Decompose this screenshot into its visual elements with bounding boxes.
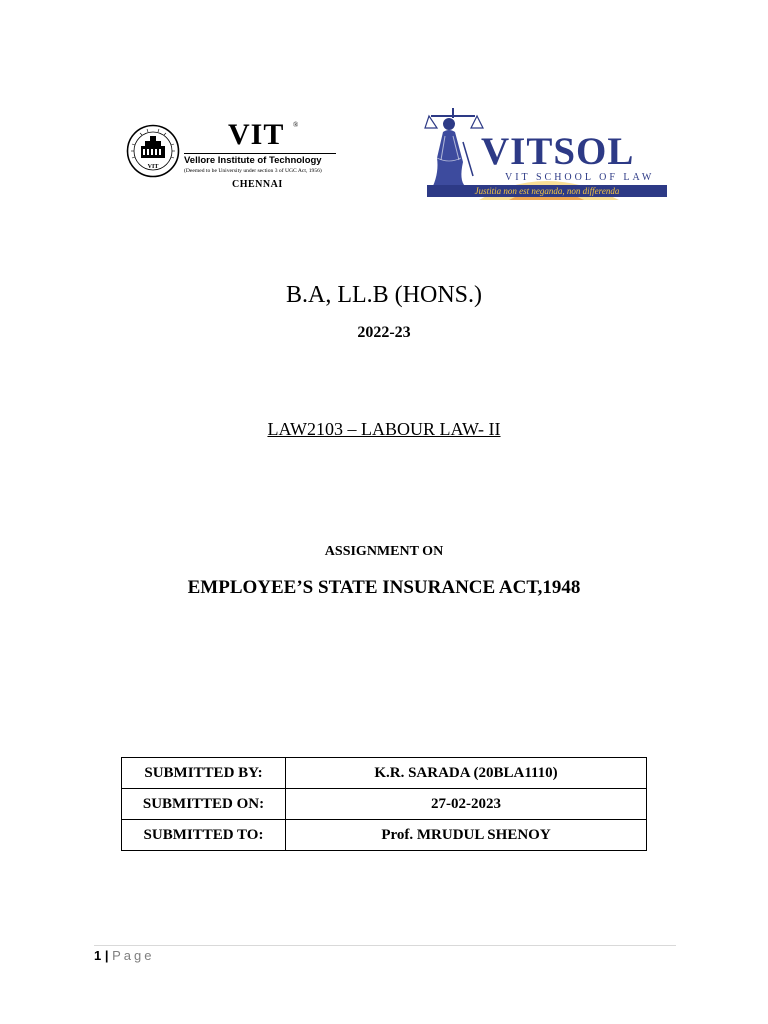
course-title: B.A, LL.B (HONS.): [286, 282, 482, 308]
page-footer: [94, 948, 155, 964]
vitsol-subtitle: VIT SCHOOL OF LAW: [505, 172, 655, 183]
vit-city: CHENNAI: [232, 179, 283, 190]
page-label: Page: [112, 948, 155, 963]
subject-title: [0, 418, 768, 440]
svg-text:VIT: VIT: [147, 164, 159, 170]
vit-divider: [184, 153, 336, 154]
row-value: K.R. SARADA (20BLA1110): [286, 758, 647, 789]
vit-logo: [126, 118, 341, 194]
vit-name: VIT: [228, 118, 285, 151]
table-row: [122, 820, 647, 851]
academic-year: 2022-23: [357, 324, 411, 341]
footer-divider: [94, 945, 676, 946]
vitsol-logo: [419, 102, 671, 200]
vit-full-name: Vellore Institute of Technology: [184, 155, 322, 166]
row-value: Prof. MRUDUL SHENOY: [286, 820, 647, 851]
subject-text: LAW2103 – LABOUR LAW- II: [267, 419, 501, 439]
vit-seal-icon: [126, 124, 180, 178]
vitsol-motto: Justitia non est neganda, non differenda: [474, 186, 620, 196]
vit-wordmark: [184, 118, 340, 194]
row-label: SUBMITTED TO:: [122, 820, 286, 851]
vitsol-name: VITSOL: [481, 130, 635, 173]
vit-deemed-note: (Deemed to be University under section 3 of UGC Act, 1956): [184, 168, 322, 174]
submission-table: [121, 757, 647, 851]
row-value: 27-02-2023: [286, 789, 647, 820]
assignment-label: ASSIGNMENT ON: [324, 544, 444, 559]
vit-registered-mark: ®: [293, 121, 299, 129]
page-number: 1: [94, 948, 102, 963]
table-row: [122, 789, 647, 820]
row-label: SUBMITTED BY:: [122, 758, 286, 789]
footer-separator: |: [104, 948, 109, 963]
row-label: SUBMITTED ON:: [122, 789, 286, 820]
table-row: [122, 758, 647, 789]
assignment-topic: EMPLOYEE’S STATE INSURANCE ACT,1948: [187, 577, 581, 598]
